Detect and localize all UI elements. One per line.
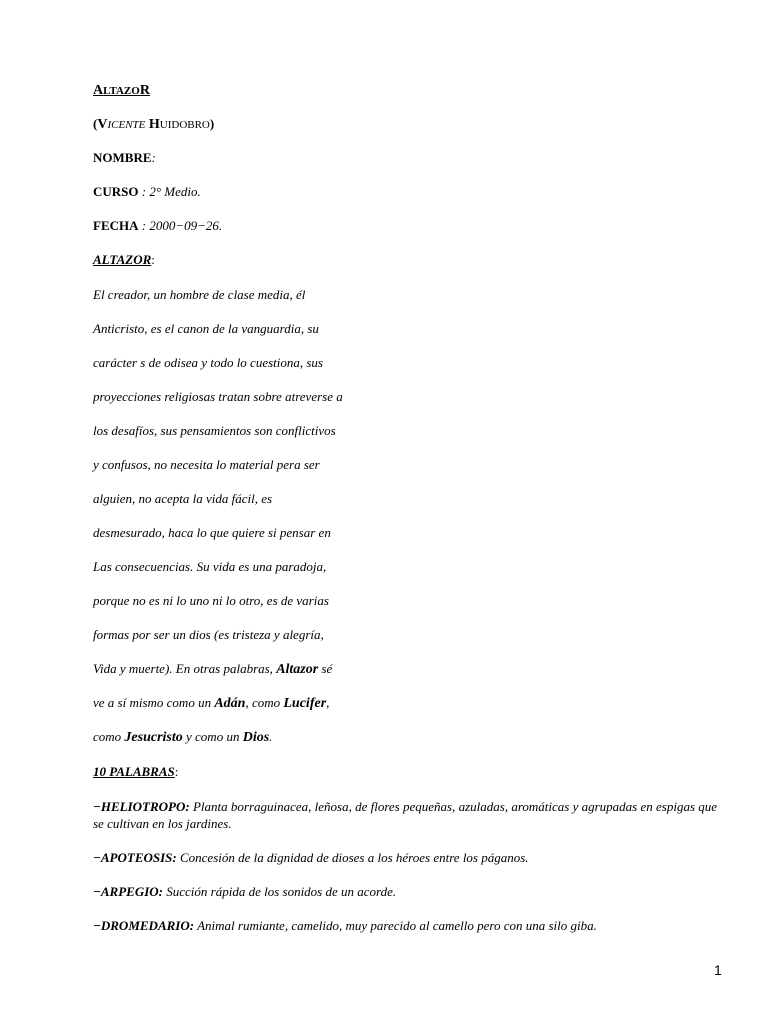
altazor-heading-text: ALTAZOR: [93, 252, 152, 267]
poem-line: proyecciones religiosas tratan sobre atreverse a: [93, 389, 343, 404]
poem-line: carácter s de odisea y todo lo cuestiona, sus: [93, 355, 323, 370]
nombre-label: NOMBRE: [93, 150, 152, 165]
page-number: 1: [714, 962, 722, 978]
poem-keyword: Jesucristo: [124, 730, 183, 745]
poem-line: [93, 661, 332, 678]
poem-line: formas por ser un dios (es tristeza y alegría,: [93, 627, 324, 642]
poem-line: Las consecuencias. Su vida es una paradoja,: [93, 559, 327, 574]
fecha-label: FECHA: [93, 218, 139, 233]
definition-text: Succión rápida de los sonidos de un acorde.: [163, 884, 397, 899]
author-last-initial: H: [145, 117, 160, 132]
poem-line: Anticristo, es el canon de la vanguardia, su: [93, 321, 319, 336]
poem-text: .: [269, 729, 273, 744]
definition-term: −ARPEGIO:: [93, 884, 163, 899]
poem-line: desmesurado, haca lo que quiere si pensar en: [93, 525, 331, 540]
definition-term: −DROMEDARIO:: [93, 918, 195, 933]
poem-keyword: Lucifer: [283, 696, 327, 711]
poem-line: los desafíos, sus pensamientos son conflictivos: [93, 423, 336, 438]
poem-keyword: Adán: [214, 696, 246, 711]
definition-item: [93, 883, 723, 900]
curso-line: [93, 184, 201, 200]
definition-text: Planta borraguinacea, leñosa, de flores pequeñas, azuladas, aromáticas y agrupadas en espigas que se cultivan en los jardines.: [93, 799, 718, 831]
nombre-line: [93, 150, 156, 166]
poem-text: como: [93, 729, 125, 744]
curso-value: : 2° Medio.: [138, 184, 201, 199]
definition-term: −APOTEOSIS:: [93, 850, 177, 865]
definition-item: [93, 798, 723, 832]
definition-text: Concesión de la dignidad de dioses a los héroes entre los páganos.: [176, 850, 529, 865]
fecha-value: : 2000−09−26.: [138, 218, 223, 233]
curso-label: CURSO: [93, 184, 139, 199]
definition-item: [93, 849, 723, 866]
poem-line: y confusos, no necesita lo material pera ser: [93, 457, 320, 472]
nombre-colon: :: [151, 150, 156, 165]
author-paren-close: ): [209, 116, 215, 131]
author-line: [93, 116, 214, 133]
palabras-heading-text: 10 PALABRAS: [93, 764, 175, 779]
title-final: R: [139, 83, 150, 98]
poem-text: , como: [245, 695, 284, 710]
poem-keyword: Dios: [242, 730, 270, 745]
altazor-heading: [93, 252, 155, 268]
author-first-rest: ICENTE: [107, 119, 146, 131]
poem-text: sé: [318, 661, 333, 676]
title-initial: A: [93, 83, 104, 98]
author-paren-open: (: [93, 116, 98, 131]
definition-item: [93, 917, 723, 934]
poem-line: porque no es ni lo uno ni lo otro, es de varias: [93, 593, 329, 608]
poem-line: [93, 729, 272, 746]
poem-line: [93, 695, 329, 712]
definition-text: Animal rumiante, camelido, muy parecido al camello pero con una silo giba.: [194, 918, 597, 933]
poem-text: Vida y muerte). En otras palabras,: [93, 661, 277, 676]
palabras-heading-colon: :: [174, 764, 179, 779]
fecha-line: [93, 218, 222, 234]
poem-text: y como un: [182, 729, 243, 744]
altazor-heading-colon: :: [151, 252, 155, 267]
document-title: [93, 82, 150, 99]
poem-keyword: Altazor: [276, 662, 319, 677]
poem-text: ve a sí mismo como un: [93, 695, 215, 710]
author-first-initial: V: [97, 117, 108, 132]
author-last-rest: UIDOBRO: [159, 119, 210, 131]
title-body: LTAZO: [103, 85, 140, 97]
poem-line: alguien, no acepta la vida fácil, es: [93, 491, 273, 506]
definition-term: −HELIOTROPO:: [93, 799, 190, 814]
poem-text: ,: [326, 695, 330, 710]
poem-line: El creador, un hombre de clase media, él: [93, 287, 306, 302]
palabras-heading: [93, 764, 178, 780]
